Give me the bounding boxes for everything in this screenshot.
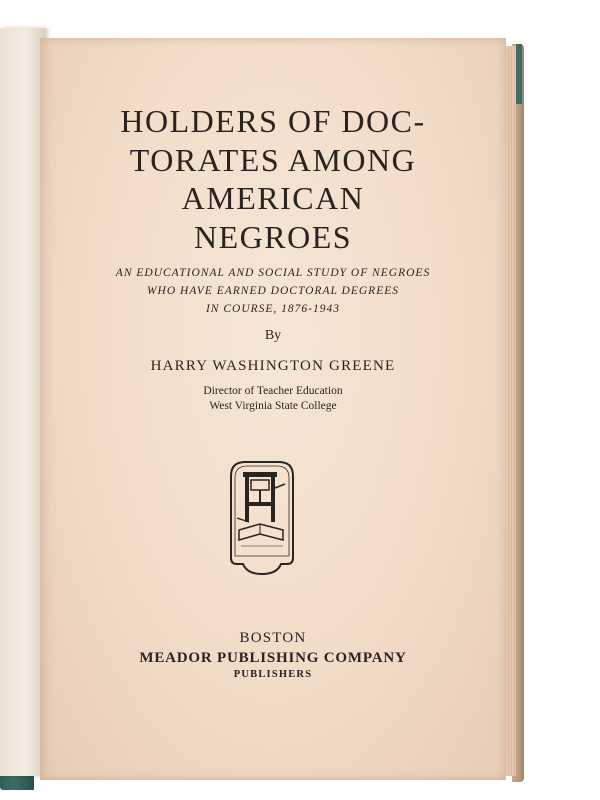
title-line: HOLDERS OF DOC- bbox=[120, 103, 426, 139]
title-page bbox=[40, 38, 506, 780]
affiliation-line: West Virginia State College bbox=[209, 400, 337, 412]
author-name: HARRY WASHINGTON GREENE bbox=[150, 358, 396, 374]
subtitle-line: IN COURSE, 1876-1943 bbox=[205, 303, 341, 315]
by-line: By bbox=[264, 328, 282, 343]
title-line: TORATES AMONG bbox=[129, 141, 417, 178]
publisher-name: MEADOR PUBLISHING COMPANY bbox=[139, 650, 407, 666]
publishers-label: PUBLISHERS bbox=[233, 669, 313, 680]
book-subtitle bbox=[60, 264, 486, 318]
title-page-content bbox=[40, 38, 506, 780]
subtitle-line: AN EDUCATIONAL AND SOCIAL STUDY OF NEGROES bbox=[115, 267, 431, 279]
author-affiliation bbox=[60, 384, 486, 414]
book-cover-corner bbox=[516, 44, 522, 104]
title-line: NEGROES bbox=[193, 218, 353, 255]
book-title bbox=[60, 102, 486, 256]
title-line: AMERICAN bbox=[181, 180, 365, 216]
subtitle-line: WHO HAVE EARNED DOCTORAL DEGREES bbox=[146, 285, 400, 297]
printing-press-seal-icon bbox=[227, 458, 297, 578]
affiliation-line: Director of Teacher Education bbox=[203, 385, 343, 397]
publisher-city: BOSTON bbox=[239, 630, 307, 646]
